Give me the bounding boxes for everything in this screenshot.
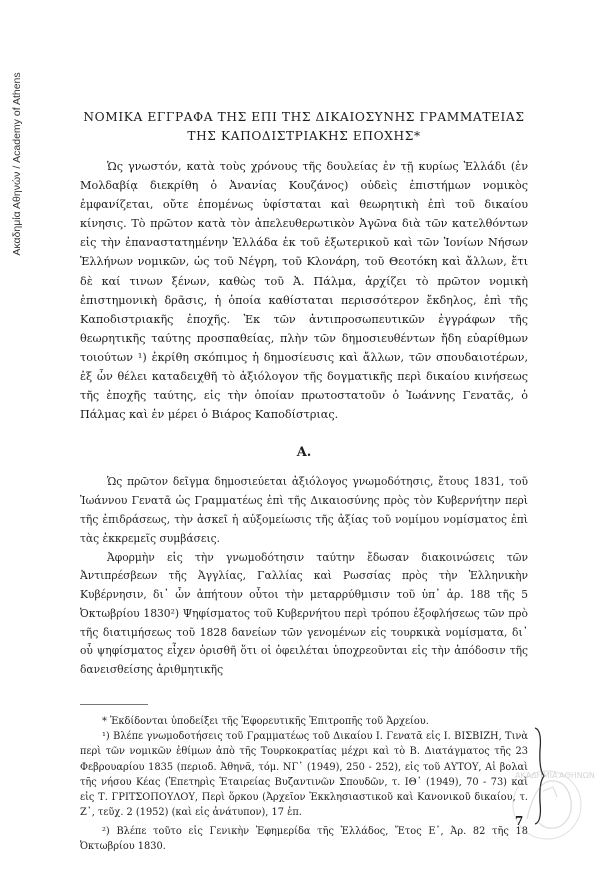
section-body xyxy=(80,473,528,680)
title-line-2: ΤΗΣ ΚΑΠΟΔΙΣΤΡΙΑΚΗΣ ΕΠΟΧΗΣ* xyxy=(187,129,421,143)
intro-paragraph: Ὡς γνωστόν, κατὰ τοὺς χρόνους τῆς δουλείας ἐν τῇ κυρίως Ἑλλάδι (ἐν Μολδαβίᾳ διεκρίθη ὁ Ἀνανίας Κουζάνος) οὐδεὶς ἐπιστήμων νομικὸς ἐμφανίζεται, οὔτε ἑπομένως ὑφίσταται καὶ θεωρητικὴ ἐπὶ τοῦ δικαίου κίνησις. Τὸ πρῶτον κατὰ τὸν ἀπελευθερωτικὸν Ἀγῶνα διὰ τῶν κατελθόντων εἰς τὴν ἐπαναστατημένην Ἑλλάδα ἐκ τοῦ ἐξωτερικοῦ καὶ τῶν Ἰονίων Νήσων Ἑλλήνων νομικῶν, ὡς τοῦ Νέγρη, τοῦ Κλονάρη, τοῦ Θεοτόκη καὶ ἄλλων, ἔτι δὲ καί τινων ξένων, καθὼς τοῦ Ἀ. Πάλμα, ἀρχίζει τὸ πρῶτον νομικὴ ἐπιστημονικὴ δρᾶσις, ἡ ὁποία καθίσταται περισσότερον ἔκδηλος, ἐπὶ τῆς Καποδιστριακῆς ἐποχῆς. Ἐκ τῶν ἀντιπροσωπευτικῶν ἐγγράφων τῆς θεωρητικῆς ταύτης προσπαθείας, πλὴν τῶν δημοσιευθέντων ἤδη εὐαρίθμων τοιούτων ¹) ἐκρίθη σκόπιμος ἡ δημοσίευσις καὶ ἄλλων, τῶν σπουδαιοτέρων, ἐξ ὧν θέλει καταδειχθῆ τὸ ἀξιόλογον τῆς δογματικῆς περὶ δικαίου κινήσεως τῆς ἐποχῆς ταύτης, εἰς τὴν ὁποίαν πρωτοστατοῦν ὁ Ἰωάννης Γενατᾶς, ὁ Πάλμας καὶ ἐν μέρει ὁ Βιάρος Καποδίστριας. xyxy=(80,160,528,422)
page-number: 7 xyxy=(515,814,524,828)
watermark-line-1: ΑΚΑΔΗΜΙΑ xyxy=(515,771,558,780)
document-page xyxy=(80,108,528,854)
footnote-2: ²) Βλέπε τοῦτο εἰς Γενικὴν Ἐφημερίδα τῆς Ἑλλάδος, Ἔτος Ε᾽, Ἀρ. 82 τῆς 18 Ὀκτωβρίου 1830. xyxy=(80,825,528,852)
intro-section xyxy=(80,157,528,424)
footnotes xyxy=(80,714,528,854)
paragraph-2: Ἀφορμὴν εἰς τὴν γνωμοδότησιν ταύτην ἔδωσαν διακοινώσεις τῶν Ἀντιπρέσβεων τῆς Ἀγγλίας, Γαλλίας καὶ Ρωσσίας πρὸς τὴν Ἑλληνικὴν Κυβέρνησιν, δι᾽ ὧν ἀπήτουν οὗτοι τὴν μεταρρύθμισιν τοῦ ὑπ᾽ ἀρ. 188 τῆς 5 Ὀκτωβρίου 1830²) Ψηφίσματος τοῦ Κυβερνήτου περὶ τρόπου ἐξοφλήσεως τῶν πρὸ τῆς διατιμήσεως τοῦ 1828 δανείων τῶν γενομένων εἰς τουρκικὰ νομίσματα, δι᾽ οὗ ψηφίσματος εἶχεν ὁρισθῆ ὅτι οἱ ὀφειλέται ὑποχρεοῦνται εἰς τὴν ἀπόδοσιν τῆς δανεισθείσης ἀριθμητικῆς xyxy=(80,550,528,677)
title-line-1: ΝΟΜΙΚΑ ΕΓΓΡΑΦΑ ΤΗΣ ΕΠΙ ΤΗΣ ΔΙΚΑΙΟΣΥΝΗΣ ΓΡΑΜΜΑΤΕΙΑΣ xyxy=(83,110,525,124)
section-heading: Α. xyxy=(296,445,312,461)
document-title xyxy=(80,108,528,146)
footnote-1: ¹) Βλέπε γνωμοδοτήσεις τοῦ Γραμματέως τοῦ Δικαίου Ι. Γενατᾶ εἰς Ι. ΒΙΣΒΙΖΗ, Τινὰ περὶ τῶν νομικῶν ἐθίμων ἀπὸ τῆς Τουρκοκρατίας μέχρι καὶ τὸ Β. Διατάγματος τῆς 23 Φεβρουαρίου 1835 (περιοδ. Ἀθηνᾶ, τόμ. ΝΓ᾽ (1949), 250 - 252), εἰς τοῦ ΑΥΤΟΥ, Αἱ βολαὶ τῆς νήσου Κέας (Ἐπετηρὶς Ἑταιρείας Βυζαντινῶν Σπουδῶν, τ. ΙΘ᾽ (1949), 70 - 73) καὶ εἰς Τ. ΓΡΙΤΣΟΠΟΥΛΟΥ, Περὶ ὅρκου (Ἀρχεῖον Ἐκκλησιαστικοῦ καὶ Κανονικοῦ δικαίου, τ. Ζ᾽, τεῦχ. 2 (1952) (καὶ εἰς ἀνάτυπον), 17 ἑπ. xyxy=(80,731,528,819)
footnote-star: * Ἐκδίδονται ὑποδείξει τῆς Ἐφορευτικῆς Ἐπιτροπῆς τοῦ Ἀρχείου. xyxy=(102,716,429,728)
paragraph-1: Ὡς πρῶτον δεῖγμα δημοσιεύεται ἀξιόλογος γνωμοδότησις, ἔτους 1831, τοῦ Ἰωάννου Γενατᾶ ὡς Γραμματέως ἐπὶ τῆς Δικαιοσύνης πρὸς τὸν Κυβερνήτην περὶ τῆς ἐπιδράσεως, τὴν ἀσκεῖ ἡ αὐξομείωσις τῆς ἀξίας τοῦ νομίμου νομίσματος ἐπὶ τὰς ἐκκρεμεῖς συμβάσεις. xyxy=(80,475,528,545)
watermark-line-2: ΑΘΗΝΩΝ xyxy=(559,771,595,780)
sidebar-text: Ακαδημία Αθηνών / Academy of Athens xyxy=(11,72,23,256)
archive-sidebar-label xyxy=(10,44,24,284)
academy-watermark-logo xyxy=(487,757,597,852)
footnote-divider xyxy=(80,704,148,705)
